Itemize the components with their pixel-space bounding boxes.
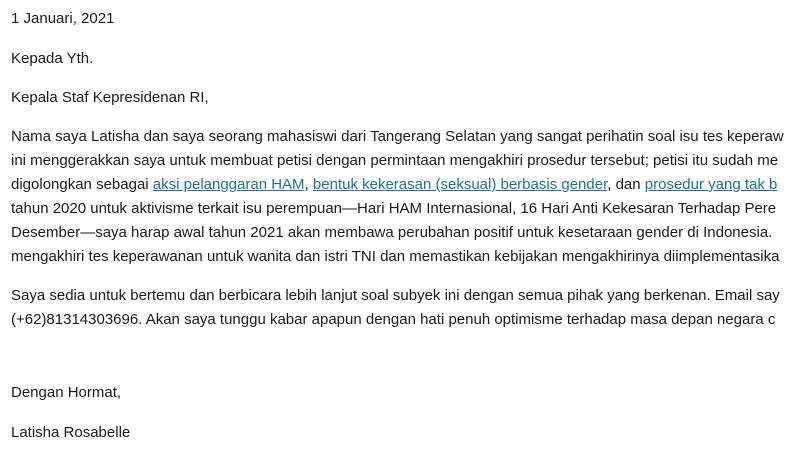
paragraph1-line1: Nama saya Latisha dan saya seorang mahasiswi dari Tangerang Selatan yang sangat perihatin soal isu tes keperaw xyxy=(11,128,784,145)
paragraph1-line3-separator: , xyxy=(304,176,313,193)
paragraph1-line3 xyxy=(11,176,777,194)
signature: Latisha Rosabelle xyxy=(11,424,131,441)
paragraph1-line3-separator-2: , dan xyxy=(607,176,645,193)
paragraph1-line3-text: digolongkan sebagai xyxy=(11,176,153,193)
paragraph1-line4: tahun 2020 untuk aktivisme terkait isu perempuan—Hari HAM Internasional, 16 Hari Anti Kekesaran Terhadap Pere xyxy=(11,200,777,217)
paragraph1-line6: mengakhiri tes keperawanan untuk wanita dan istri TNI dan memastikan kebijakan mengakhirinya diimplementasika xyxy=(11,248,780,265)
paragraph2-line1: Saya sedia untuk bertemu dan berbicara lebih lanjut soal subyek ini dengan semua pihak yang berkenan. Email say xyxy=(11,287,780,304)
letter-date: 1 Januari, 2021 xyxy=(11,10,115,27)
closing: Dengan Hormat, xyxy=(11,384,122,401)
paragraph2-line2: (+62)81314303696. Akan saya tunggu kabar apapun dengan hati penuh optimisme terhadap masa depan negara c xyxy=(11,311,776,328)
link-prosedur[interactable]: prosedur yang tak b xyxy=(644,176,778,193)
salutation: Kepada Yth. xyxy=(11,50,94,67)
paragraph1-line5: Desember—saya harap awal tahun 2021 akan membawa perubahan positif untuk kesetaraan gender di Indonesia. xyxy=(11,224,773,241)
link-aksi-pelanggaran-ham[interactable]: aksi pelanggaran HAM xyxy=(152,176,305,193)
recipient: Kepala Staf Kepresidenan RI, xyxy=(11,89,209,106)
paragraph1-line2: ini menggerakkan saya untuk membuat petisi dengan permintaan mengakhiri prosedur tersebut; petisi itu sudah me xyxy=(11,152,779,169)
link-bentuk-kekerasan[interactable]: bentuk kekerasan (seksual) berbasis gender xyxy=(312,176,608,193)
